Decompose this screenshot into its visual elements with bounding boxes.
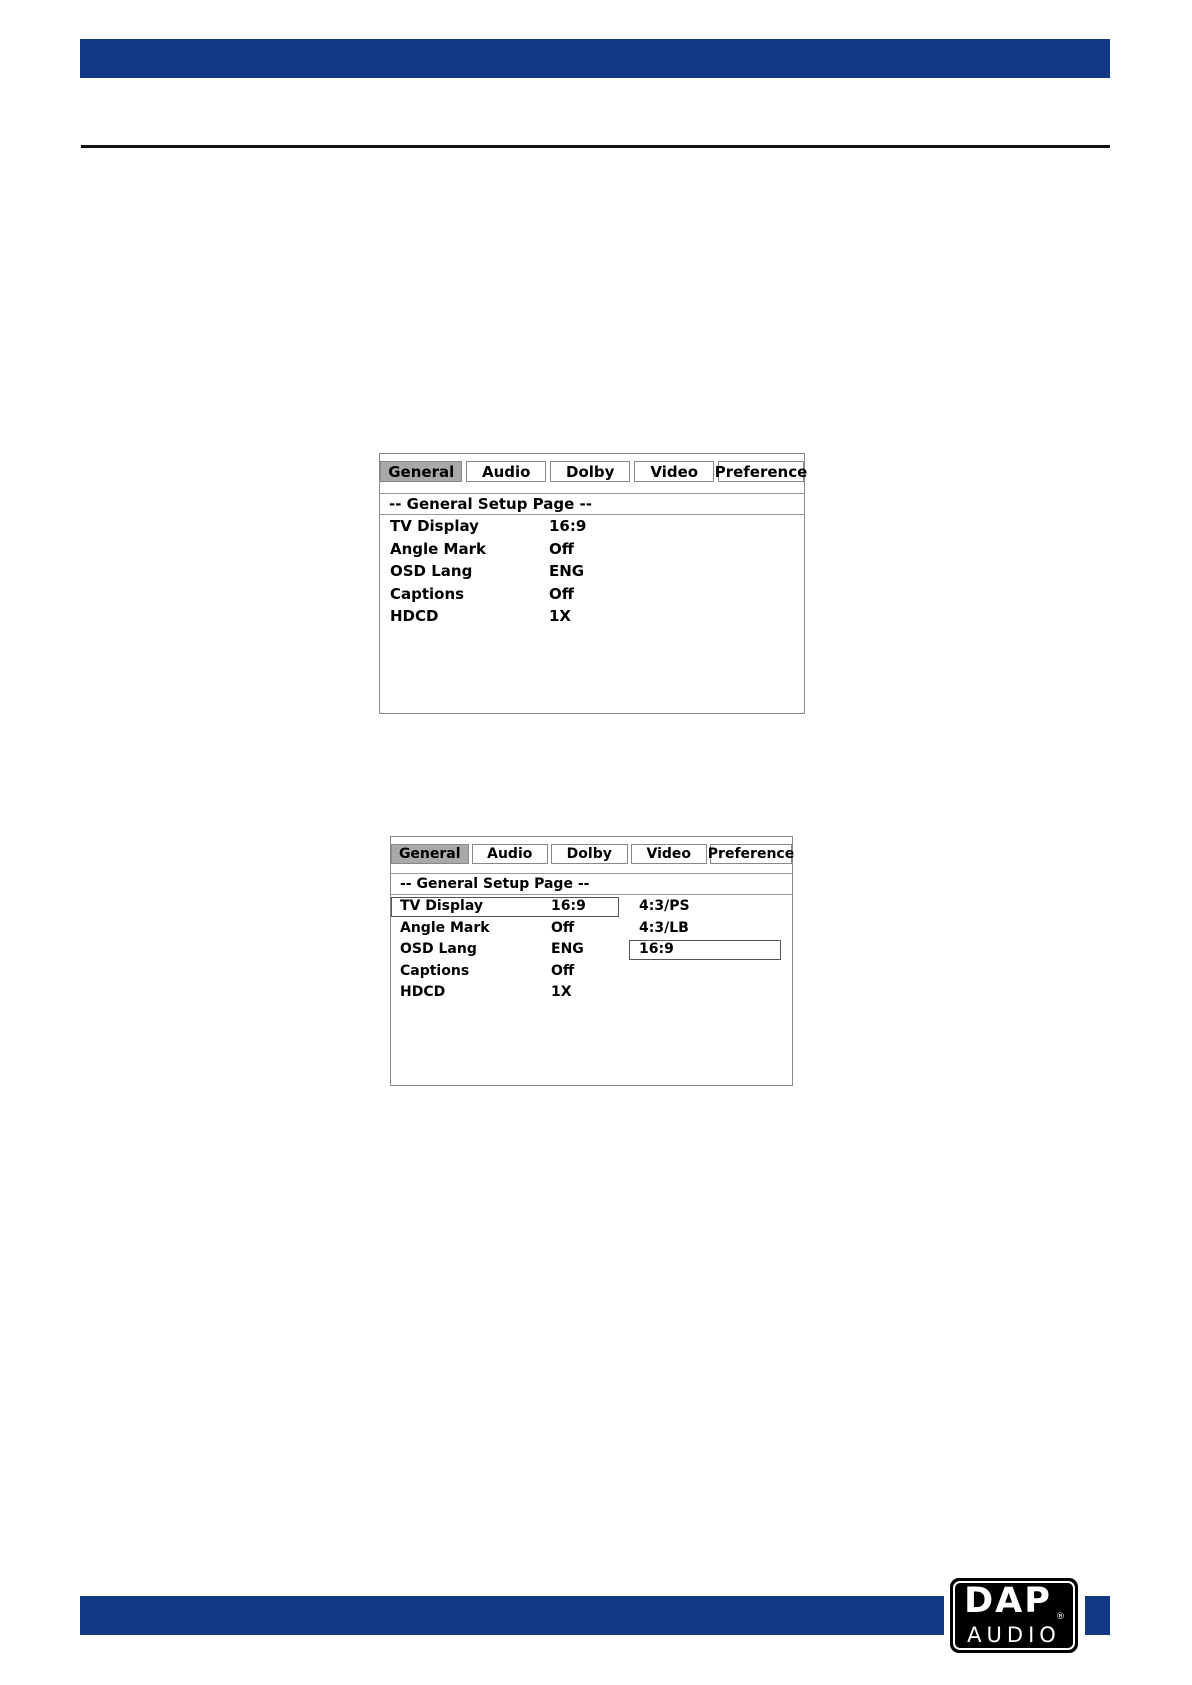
setting-value-hdcd: 1X xyxy=(551,984,572,1000)
setting-value-hdcd: 1X xyxy=(549,607,572,625)
general-setup-screen-2 xyxy=(390,836,793,1086)
logo-sub: AUDIO xyxy=(967,1623,1061,1647)
tab-preference[interactable]: Preference xyxy=(707,846,795,862)
setting-label-tv-display[interactable]: TV Display xyxy=(400,898,483,914)
setting-label-osd-lang[interactable]: OSD Lang xyxy=(400,941,477,957)
option-4-3-lb[interactable]: 4:3/LB xyxy=(639,920,689,936)
setting-label-hdcd[interactable]: HDCD xyxy=(400,984,446,1000)
footer-band-left xyxy=(80,1596,944,1635)
setting-label-tv-display[interactable]: TV Display xyxy=(390,517,479,535)
tab-video[interactable]: Video xyxy=(631,844,708,864)
setting-label-osd-lang[interactable]: OSD Lang xyxy=(390,562,473,580)
setting-label-captions[interactable]: Captions xyxy=(400,963,470,979)
tab-video[interactable]: Video xyxy=(634,461,714,482)
tab-dolby[interactable]: Dolby xyxy=(551,844,628,864)
setting-label-angle-mark[interactable]: Angle Mark xyxy=(390,540,486,558)
setting-value-osd-lang: ENG xyxy=(549,562,585,580)
tab-general[interactable]: General xyxy=(391,844,469,864)
setting-value-osd-lang: ENG xyxy=(551,941,584,957)
footer-band-right xyxy=(1085,1596,1110,1635)
tab-preference[interactable]: Preference xyxy=(714,462,808,481)
page-title: -- General Setup Page -- xyxy=(380,493,804,515)
option-4-3-ps[interactable]: 4:3/PS xyxy=(639,898,690,914)
tab-audio[interactable]: Audio xyxy=(472,844,549,864)
tab-dolby[interactable]: Dolby xyxy=(550,461,631,482)
setting-label-angle-mark[interactable]: Angle Mark xyxy=(400,920,490,936)
option-16-9[interactable]: 16:9 xyxy=(639,941,674,957)
setting-value-captions: Off xyxy=(551,963,575,979)
header-rule xyxy=(81,145,1110,148)
setting-value-angle-mark: Off xyxy=(549,540,574,558)
logo-brand: DAP xyxy=(964,1581,1052,1621)
tab-general[interactable]: General xyxy=(380,461,462,482)
general-setup-screen-1 xyxy=(379,453,808,714)
setting-value-tv-display: 16:9 xyxy=(551,898,586,914)
tab-audio[interactable]: Audio xyxy=(466,461,546,482)
registered-mark: ® xyxy=(1056,1612,1065,1622)
dap-audio-logo xyxy=(950,1578,1078,1653)
setting-value-tv-display: 16:9 xyxy=(549,517,587,535)
setting-label-captions[interactable]: Captions xyxy=(390,585,465,603)
setting-label-hdcd[interactable]: HDCD xyxy=(390,607,439,625)
setup-tabs xyxy=(391,844,795,864)
setup-tabs xyxy=(380,461,808,482)
page-title: -- General Setup Page -- xyxy=(391,873,792,895)
header-band xyxy=(80,39,1110,78)
setting-value-captions: Off xyxy=(549,585,574,603)
setting-value-angle-mark: Off xyxy=(551,920,575,936)
